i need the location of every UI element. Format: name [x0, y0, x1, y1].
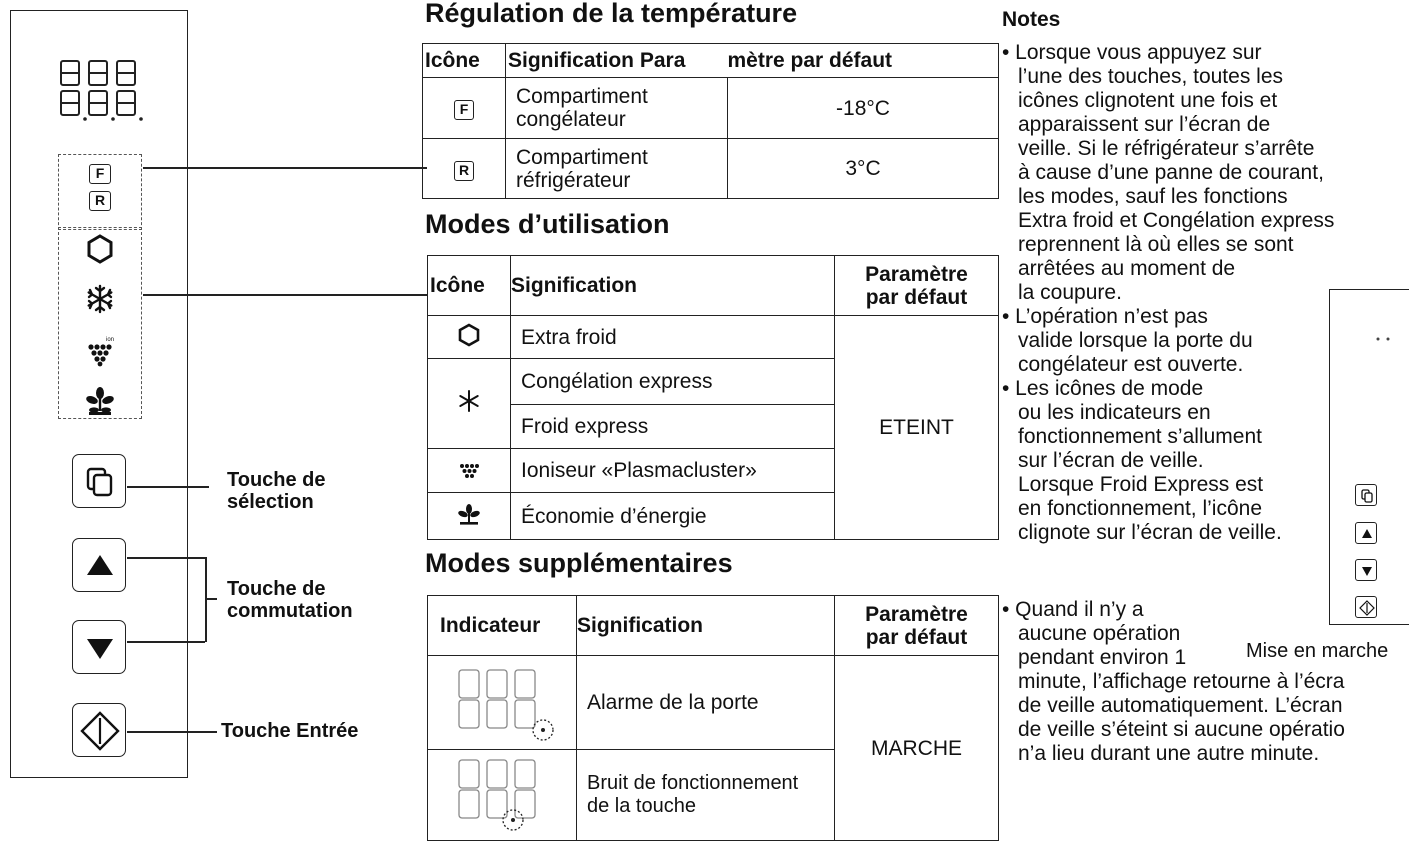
- svg-text:ion: ion: [106, 337, 115, 343]
- indicator-cell: [428, 656, 577, 750]
- header-indicator: Indicateur: [428, 596, 577, 656]
- notes-section: [1002, 8, 1409, 31]
- switch-key-label-line: Touche de: [227, 578, 326, 600]
- note-line: reprennent là où elles se sont: [1018, 233, 1294, 256]
- table-header-row: [428, 596, 999, 656]
- modes-table: [427, 255, 999, 540]
- icon-cell: [428, 493, 511, 540]
- select-key-mini: [1355, 484, 1377, 506]
- enter-icon: [73, 704, 127, 758]
- triangle-up-icon: [1356, 523, 1378, 545]
- down-button[interactable]: [72, 620, 126, 674]
- table-row: [428, 656, 999, 750]
- note-line: fonctionnement s’allument: [1018, 425, 1262, 448]
- default-cell: ETEINT: [835, 316, 999, 540]
- freezer-icon: F: [454, 100, 474, 120]
- up-key-mini: [1355, 522, 1377, 544]
- plant-icon: [456, 501, 482, 527]
- note-line: • Les icônes de mode: [1002, 377, 1204, 400]
- triangle-up-icon: [73, 539, 127, 593]
- note-line: sur l’écran de veille.: [1018, 449, 1204, 472]
- standby-panel-caption: Mise en marche: [1246, 640, 1389, 662]
- leader-line-up: [127, 557, 205, 559]
- modes-section-title: Modes d’utilisation: [425, 209, 670, 239]
- note-line: • Lorsque vous appuyez sur: [1002, 41, 1262, 64]
- control-panel: [10, 10, 188, 778]
- note-line: à cause d’une panne de courant,: [1018, 161, 1324, 184]
- meaning-cell: [506, 78, 728, 139]
- enter-button[interactable]: [72, 703, 126, 757]
- note-line: pendant environ 1: [1018, 646, 1187, 669]
- note-line: minute, l’affichage retourne à l’écra: [1018, 670, 1345, 693]
- enter-key-label: Touche Entrée: [221, 720, 359, 742]
- default-cell: 3°C: [728, 139, 999, 199]
- table-row: [428, 316, 999, 359]
- extra-table: [427, 595, 999, 841]
- table-header-row: [428, 256, 999, 316]
- meaning-line: réfrigérateur: [516, 168, 631, 192]
- note-line: arrêtées au moment de: [1018, 257, 1236, 280]
- meaning-line: congélateur: [516, 108, 626, 131]
- meaning-cell: Extra froid: [511, 316, 835, 359]
- header-meaning: Signification Para: [506, 44, 728, 78]
- select-button[interactable]: [72, 454, 126, 508]
- header-default: [835, 596, 999, 656]
- seven-segment-display: [57, 57, 147, 127]
- leader-bracket-tick: [205, 598, 217, 600]
- snowflake-icon: [83, 282, 117, 316]
- hexagon-icon: [456, 322, 482, 348]
- note-line: icônes clignotent une fois et: [1018, 89, 1278, 112]
- hexagon-icon: [83, 232, 117, 266]
- icon-cell: [423, 139, 506, 199]
- header-meaning: Signification: [511, 256, 835, 316]
- note-line: congélateur est ouverte.: [1018, 353, 1244, 376]
- header-icon: Icône: [423, 44, 506, 78]
- temperature-section-title: Régulation de la température: [425, 0, 798, 28]
- copy-icon: [1356, 485, 1378, 507]
- note-line: la coupure.: [1018, 281, 1122, 304]
- note-line: de veille s’éteint si aucune opératio: [1018, 718, 1345, 741]
- ion-cluster-icon: [456, 455, 482, 481]
- note-line: en fonctionnement, l’icône: [1018, 497, 1262, 520]
- header-default-line: Paramètre: [865, 262, 968, 286]
- default-cell: MARCHE: [835, 656, 999, 841]
- switch-key-label: [227, 578, 353, 622]
- meaning-cell: [506, 139, 728, 199]
- note-line: • Quand il n’y a: [1002, 598, 1144, 621]
- table-header-row: [423, 44, 999, 78]
- leader-line-modes: [143, 294, 427, 296]
- note-line: valide lorsque la porte du: [1018, 329, 1253, 352]
- header-default: [835, 256, 999, 316]
- meaning-cell: Congélation express: [511, 359, 835, 405]
- enter-icon: [1356, 597, 1378, 619]
- leader-bracket: [205, 557, 207, 642]
- icon-cell: [428, 449, 511, 493]
- fridge-icon: R: [454, 161, 474, 181]
- meaning-line: Compartiment: [516, 85, 648, 108]
- meaning-cell: [577, 750, 835, 841]
- leader-line-down: [127, 641, 205, 643]
- meaning-line: de la touche: [587, 795, 696, 817]
- fridge-icon: R: [89, 191, 111, 211]
- freezer-icon: F: [89, 164, 111, 184]
- snowflake-icon: [456, 388, 482, 414]
- meaning-cell: Froid express: [511, 405, 835, 449]
- header-default: mètre par défaut: [728, 44, 999, 78]
- note-line: les modes, sauf les fonctions: [1018, 185, 1288, 208]
- icon-cell: [428, 359, 511, 449]
- up-button[interactable]: [72, 538, 126, 592]
- meaning-cell: Économie d’énergie: [511, 493, 835, 540]
- note-line: • L’opération n’est pas: [1002, 305, 1208, 328]
- note-line: clignote sur l’écran de veille.: [1018, 521, 1282, 544]
- header-default-line: par défaut: [865, 285, 968, 309]
- select-key-label: [227, 469, 326, 513]
- icon-cell: [423, 78, 506, 139]
- icon-cell: [428, 316, 511, 359]
- header-default-line: Paramètre: [865, 602, 968, 626]
- table-row: [423, 139, 999, 199]
- meaning-line: Compartiment: [516, 145, 648, 169]
- note-line: veille. Si le réfrigérateur s’arrête: [1018, 137, 1315, 160]
- switch-key-label-line: commutation: [227, 600, 353, 622]
- extra-section-title: Modes supplémentaires: [425, 548, 733, 578]
- ion-cluster-icon: [83, 333, 117, 367]
- leader-line-temperature: [143, 167, 427, 169]
- note-line: l’une des touches, toutes les: [1018, 65, 1284, 88]
- note-line: n’a lieu durant une autre minute.: [1018, 742, 1320, 765]
- note-line: aucune opération: [1018, 622, 1181, 645]
- triangle-down-icon: [73, 621, 127, 675]
- leader-line-enter: [127, 731, 217, 733]
- standby-panel-illustration: [1329, 289, 1409, 625]
- header-icon: Icône: [428, 256, 511, 316]
- note-line: de veille automatiquement. L’écran: [1018, 694, 1343, 717]
- note-line: ou les indicateurs en: [1018, 401, 1211, 424]
- table-row: [423, 78, 999, 139]
- meaning-cell: Ioniseur «Plasmacluster»: [511, 449, 835, 493]
- copy-icon: [73, 455, 127, 509]
- meaning-cell: Alarme de la porte: [577, 656, 835, 750]
- door-alarm-indicator-icon: [447, 664, 557, 742]
- plant-icon: [83, 383, 117, 417]
- display-dots-icon: [1374, 336, 1394, 342]
- down-key-mini: [1355, 559, 1377, 581]
- enter-key-mini: [1355, 596, 1377, 618]
- select-key-label-line: sélection: [227, 491, 314, 513]
- select-key-label-line: Touche de: [227, 469, 326, 491]
- triangle-down-icon: [1356, 560, 1378, 582]
- note-line: apparaissent sur l’écran de: [1018, 113, 1271, 136]
- header-default-line: par défaut: [865, 625, 968, 649]
- header-meaning: Signification: [577, 596, 835, 656]
- note-line: Extra froid et Congélation express: [1018, 209, 1335, 232]
- indicator-cell: [428, 750, 577, 841]
- default-cell: -18°C: [728, 78, 999, 139]
- leader-line-select: [127, 486, 209, 488]
- key-sound-indicator-icon: [447, 756, 557, 834]
- temperature-table: [422, 43, 999, 199]
- notes-title: Notes: [1002, 8, 1061, 31]
- meaning-line: Bruit de fonctionnement: [587, 772, 799, 794]
- note-line: Lorsque Froid Express est: [1018, 473, 1264, 496]
